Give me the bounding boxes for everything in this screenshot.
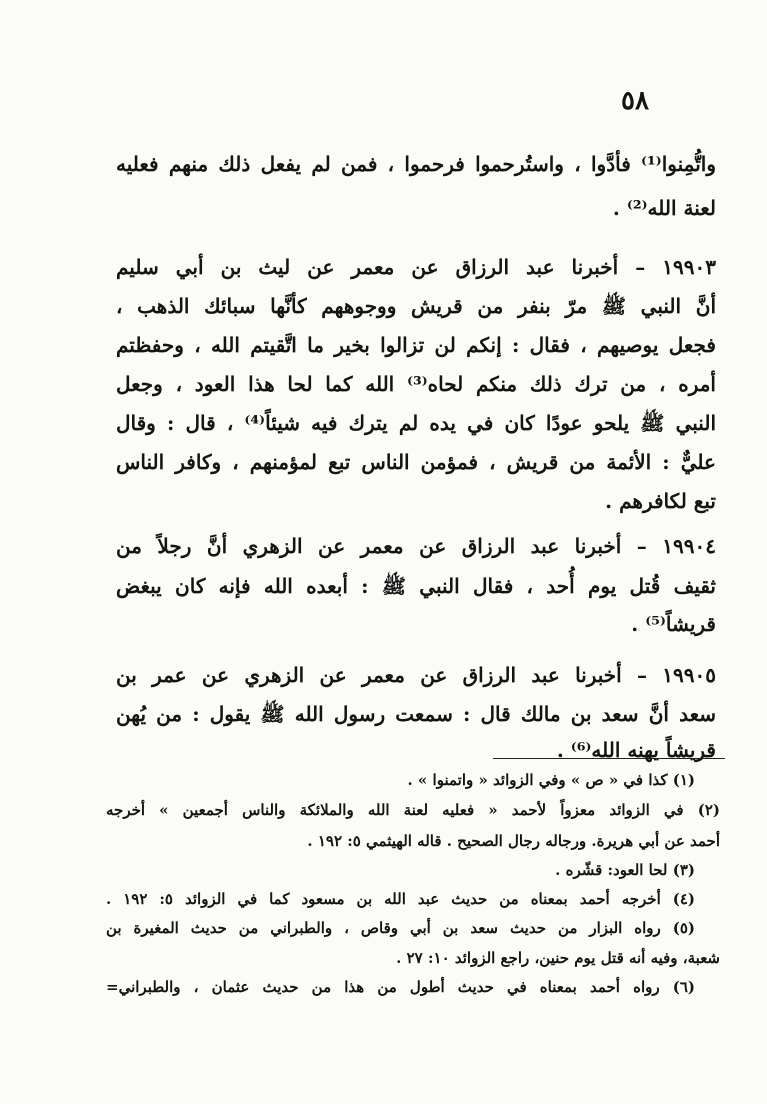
- text-line: فجعل يوصيهم ، فقال : إنكم لن تزالوا بخير ما اتَّقيتم الله ، وحفظتم: [116, 333, 716, 357]
- text-line: لعنة الله⁽²⁾ .: [612, 196, 716, 220]
- footnote-line: شعبة، وفيه أنه قتل يوم حنين، راجع الزوائد ١٠: ٢٧ .: [396, 949, 720, 967]
- page-number: ٥٨: [621, 86, 649, 116]
- text-line: النبي ﷺ يلحو عودًا كان في يده لم يترك فيه شيئاً⁽⁴⁾ ، قال : وقال: [116, 411, 716, 435]
- footnote-line: (٥) رواه البزار من حديث سعد بن أبي وقاص ، والطبراني من حديث المغيرة بن: [106, 919, 695, 937]
- text-line: ثقيف قُتل يوم أُحد ، فقال النبي ﷺ : أبعده الله فإنه كان يبغض: [116, 574, 716, 598]
- footnote-line: (٣) لحا العود: قشّره .: [555, 861, 695, 879]
- hadith-19903-line: ١٩٩٠٣ – أخبرنا عبد الرزاق عن معمر عن ليث بن أبي سليم: [116, 255, 716, 279]
- text-line: أنَّ النبي ﷺ مرّ بنفر من قريش ووجوههم كأنَّها سبائك الذهب ،: [116, 294, 716, 318]
- hadith-19905-line: ١٩٩٠٥ – أخبرنا عبد الرزاق عن معمر عن الزهري عن عمر بن: [116, 663, 716, 687]
- footnote-line: (١) كذا في « ص » وفي الزوائد « واتمنوا » .: [407, 771, 695, 789]
- text-line: قريشاً يهنه الله⁽⁶⁾ .: [556, 738, 716, 762]
- text-line: تبع لكافرهم .: [605, 489, 716, 513]
- hadith-19904-line: ١٩٩٠٤ – أخبرنا عبد الرزاق عن معمر عن الزهري أنَّ رجلاً من: [116, 534, 716, 558]
- footnote-separator: [493, 758, 725, 759]
- text-line: سعد أنَّ سعد بن مالك قال : سمعت رسول الله ﷺ يقول : من يُهن: [116, 702, 716, 726]
- footnote-line: (٦) رواه أحمد بمعناه في حديث أطول من هذا من حديث عثمان ، والطبراني=: [106, 978, 695, 996]
- text-line: واتُّمِنوا⁽¹⁾ فأدَّوا ، واستُرحموا فرحموا ، فمن لم يفعل ذلك منهم فعليه: [116, 152, 717, 176]
- footnote-line: (٤) أخرجه أحمد بمعناه من حديث عبد الله بن مسعود كما في الزوائد ٥: ١٩٢ .: [106, 890, 695, 908]
- text-line: أمره ، من ترك ذلك منكم لحاه⁽³⁾ الله كما لحا هذا العود ، وجعل: [116, 372, 716, 396]
- footnote-line: أحمد عن أبي هريرة. ورجاله رجال الصحيح . قاله الهيثمي ٥: ١٩٢ .: [307, 832, 720, 850]
- footnote-line: (٢) في الزوائد معزواً لأحمد « فعليه لعنة الله والملائكة والناس أجمعين » أخرجه: [106, 801, 720, 819]
- text-line: قريشاً⁽⁵⁾ .: [631, 612, 716, 636]
- text-line: عليٌّ : الأئمة من قريش ، فمؤمن الناس تبع لمؤمنهم ، وكافر الناس: [116, 450, 716, 474]
